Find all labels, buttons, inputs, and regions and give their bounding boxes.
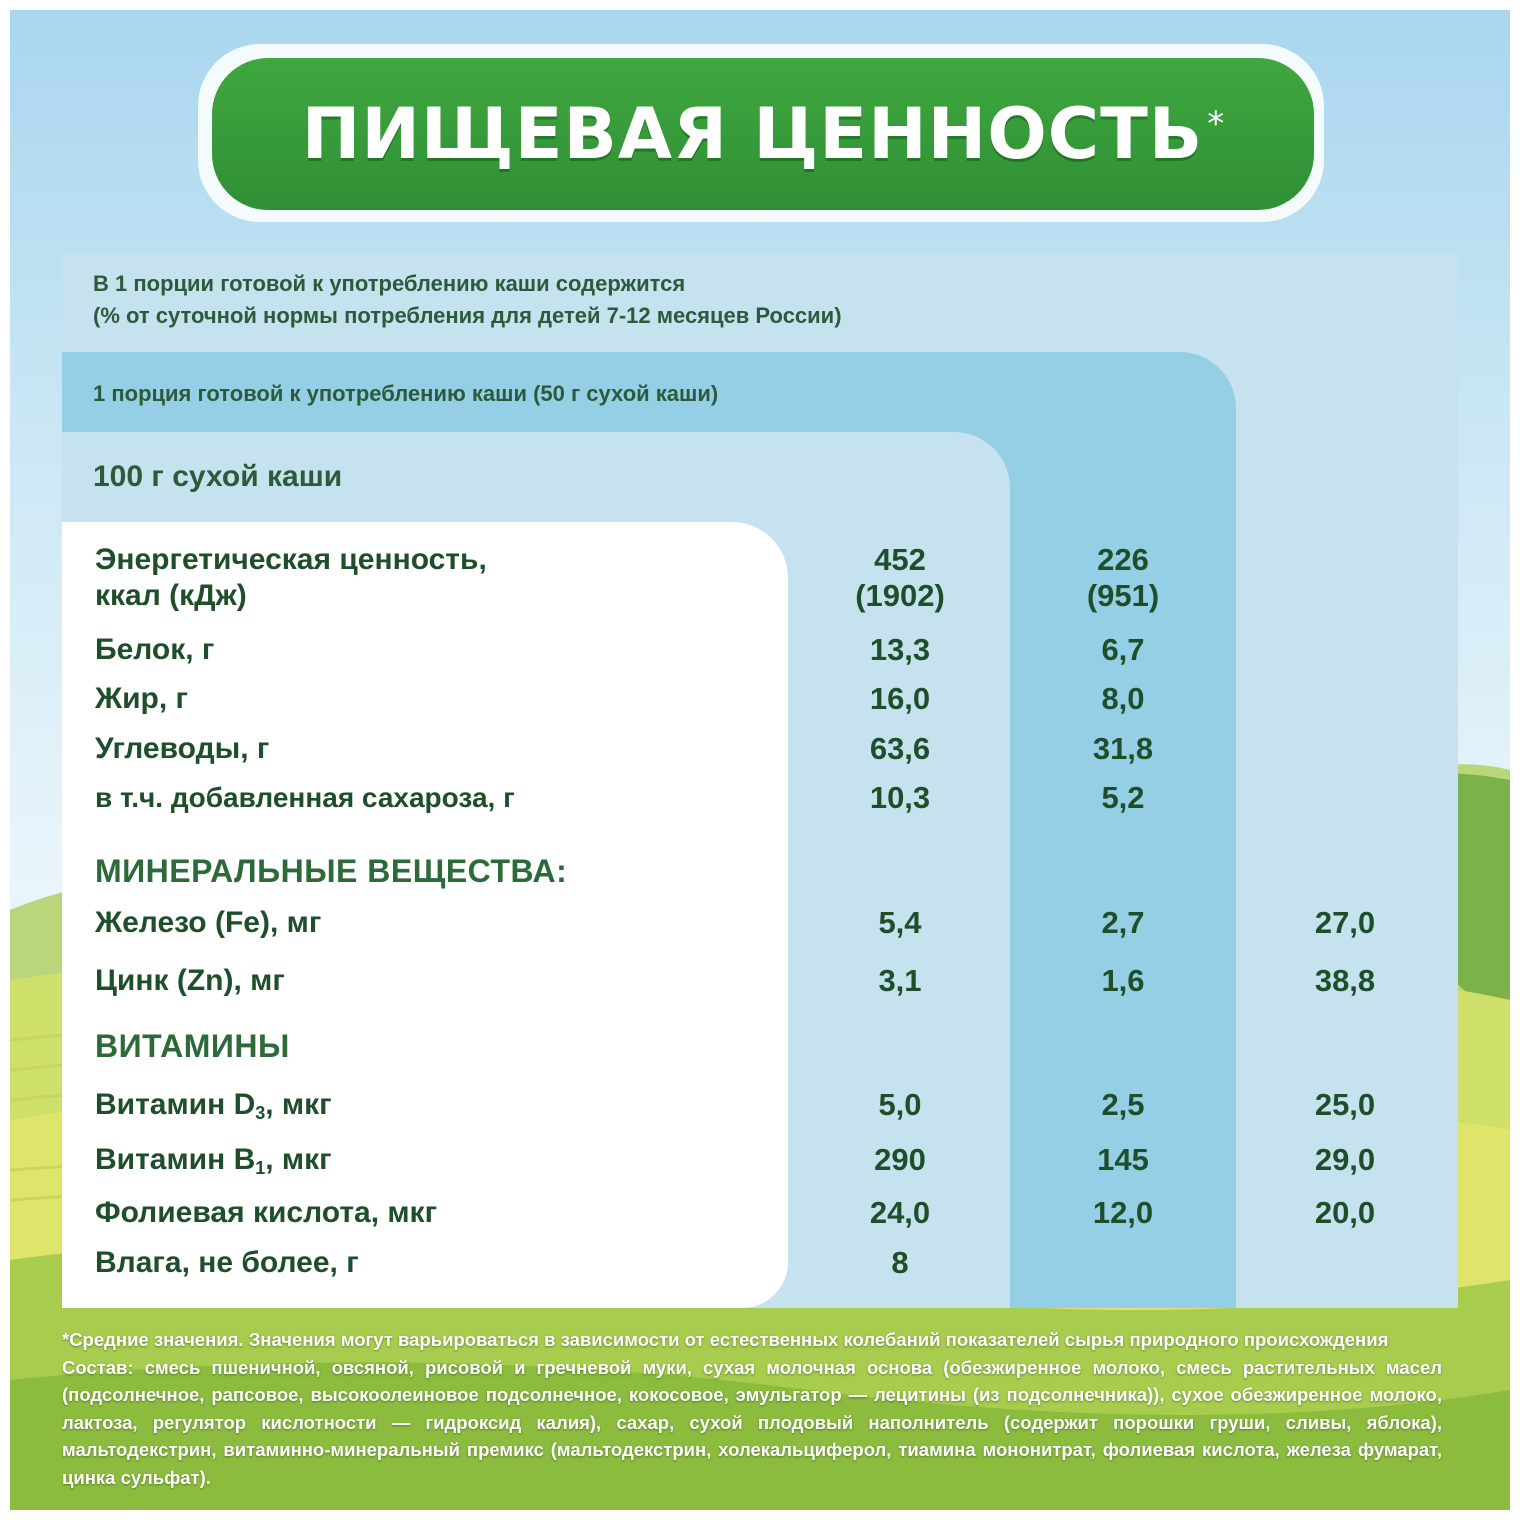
- value-portion: 5,2: [1101, 780, 1145, 815]
- value-daily-percent: 38,8: [1314, 963, 1376, 998]
- daily-norm-header-line1: В 1 порции готовой к употреблению каши содержится: [93, 271, 686, 296]
- value-portion: 2,7: [1101, 905, 1145, 940]
- value-dry: 5,4: [878, 905, 922, 940]
- value-portion: 6,7: [1101, 632, 1145, 667]
- value-dry: 63,6: [869, 731, 931, 766]
- row-label: Белок, г: [95, 633, 215, 666]
- row-label: Жир, г: [95, 682, 189, 715]
- value-daily-percent: 27,0: [1314, 905, 1376, 940]
- page-title: ПИЩЕВАЯ ЦЕННОСТЬ: [301, 93, 1204, 175]
- value-dry: 5,0: [878, 1087, 922, 1122]
- value-portion: 12,0: [1092, 1195, 1154, 1230]
- footnote: *Средние значения. Значения могут варьироваться в зависимости от естественных колебаний показателей сырья природного происхождения: [62, 1329, 1389, 1350]
- value-portion: 226: [1097, 542, 1149, 577]
- title-footnote-mark: *: [1207, 104, 1225, 144]
- minerals-heading: МИНЕРАЛЬНЫЕ ВЕЩЕСТВА:: [95, 853, 568, 889]
- row-label: Витамин $B_1$, мкг: [95, 1143, 332, 1178]
- value-portion: 1,6: [1101, 963, 1145, 998]
- portion-column-header: 1 порция готовой к употреблению каши (50 г сухой каши): [93, 381, 719, 406]
- value-daily-percent: 29,0: [1314, 1142, 1376, 1177]
- value-daily-percent: 20,0: [1314, 1195, 1376, 1230]
- row-label: в т.ч. добавленная сахароза, г: [95, 782, 515, 813]
- value-dry: 24,0: [869, 1195, 931, 1230]
- vitamins-heading: ВИТАМИНЫ: [95, 1028, 290, 1064]
- row-label: Углеводы, г: [95, 732, 270, 765]
- footer-notes: [62, 1326, 1442, 1491]
- value-dry: 16,0: [869, 681, 931, 716]
- composition-text: Состав: смесь пшеничной, овсяной, рисовой и гречневой муки, сухая молочная основа (обезжиренное молоко, смесь растительных масел (подсолнечное, рапсовое, высокоолеиновое подсолнечное, кокосовое, эмульгатор — лецитины (из подсолнечника)), сухое обезжиренное молоко, лактоза, регулятор кислотности — гидроксид калия), сахар, сухой плодовый наполнитель (содержит порошки груши, сливы, яблока), мальтодекстрин, витаминно-минеральный премикс (мальтодекстрин, холекальциферол, тиамина мононитрат, фолиевая кислота, железа фумарат, цинка сульфат).: [62, 1356, 1442, 1488]
- title-banner: [212, 58, 1314, 210]
- daily-norm-header-line2: (% от суточной нормы потребления для детей 7-12 месяцев России): [93, 303, 842, 328]
- row-label: Энергетическая ценность,: [95, 543, 487, 576]
- row-label: Железо (Fe), мг: [95, 906, 322, 939]
- value-dry: 10,3: [869, 780, 931, 815]
- value-portion: 2,5: [1101, 1087, 1145, 1122]
- value-dry: 13,3: [869, 632, 931, 667]
- value-daily-percent: 25,0: [1314, 1087, 1376, 1122]
- value-dry-kj: (1902): [855, 578, 945, 613]
- value-portion: 8,0: [1101, 681, 1145, 716]
- dry-column-header: 100 г сухой каши: [93, 460, 343, 493]
- value-portion: 145: [1097, 1142, 1149, 1177]
- row-label: Фолиевая кислота, мкг: [95, 1196, 438, 1229]
- value-dry: 452: [874, 542, 926, 577]
- row-label: Влага, не более, г: [95, 1246, 359, 1279]
- row-label-unit: ккал (кДж): [95, 579, 247, 612]
- row-label: Витамин $D_3$, мкг: [95, 1088, 332, 1123]
- value-dry: 290: [874, 1142, 926, 1177]
- row-label: Цинк (Zn), мг: [95, 964, 285, 997]
- value-dry: 3,1: [878, 963, 922, 998]
- value-portion-kj: (951): [1086, 578, 1160, 613]
- value-dry: 8: [891, 1245, 909, 1280]
- value-portion: 31,8: [1092, 731, 1154, 766]
